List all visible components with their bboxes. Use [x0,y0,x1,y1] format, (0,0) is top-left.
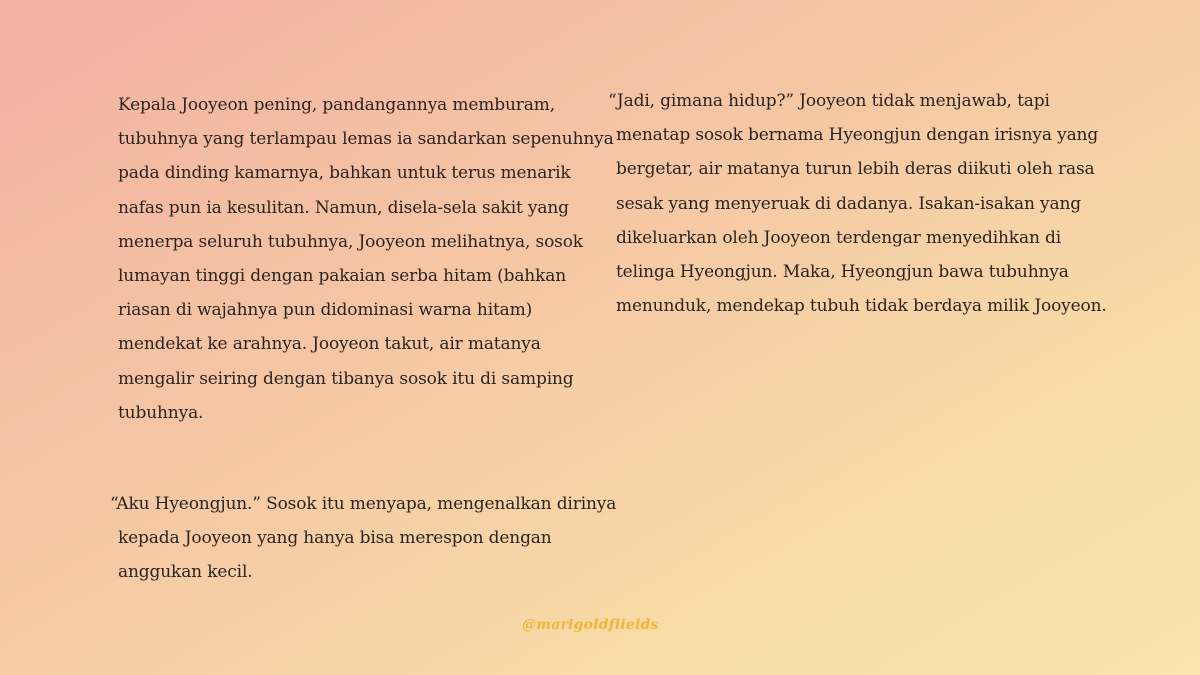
text-line: “Aku Hyeongjun.” Sosok itu menyapa, mengenalkan dirinya [110,494,617,514]
left-paragraph-1 [118,88,614,430]
text-line: menunduk, mendekap tubuh tidak berdaya milik Jooyeon. [616,296,1107,317]
text-line: menatap sosok bernama Hyeongjun dengan irisnya yang [616,125,1099,146]
text-line: lumayan tinggi dengan pakaian serba hitam (bahkan [118,266,567,287]
text-line: telinga Hyeongjun. Maka, Hyeongjun bawa tubuhnya [616,262,1069,283]
text-line: Kepala Jooyeon pening, pandangannya memburam, [118,95,555,115]
text-line: mengalir seiring dengan tibanya sosok itu di samping [118,368,574,389]
text-line: anggukan kecil. [118,562,253,583]
text-line: mendekat ke arahnya. Jooyeon takut, air matanya [118,334,541,355]
text-line: kepada Jooyeon yang hanya bisa merespon dengan [118,528,552,549]
text-line: tubuhnya yang terlampau lemas ia sandarkan sepenuhnya [118,129,614,150]
text-line: menerpa seluruh tubuhnya, Jooyeon melihatnya, sosok [118,231,583,252]
text-line: sesak yang menyeruak di dadanya. Isakan-isakan yang [616,193,1081,214]
left-paragraph-2 [110,487,617,590]
text-line: tubuhnya. [118,402,204,423]
text-line: bergetar, air matanya turun lebih deras diikuti oleh rasa [616,159,1095,180]
right-paragraph-1 [608,84,1107,323]
text-line: “Jadi, gimana hidup?” Jooyeon tidak menjawab, tapi [608,91,1050,111]
text-line: pada dinding kamarnya, bahkan untuk terus menarik [118,163,571,184]
text-line: nafas pun ia kesulitan. Namun, disela-sela sakit yang [118,197,569,218]
text-line: riasan di wajahnya pun didominasi warna hitam) [118,300,533,321]
watermark: @marigoldfiields [522,617,659,633]
text-line: dikeluarkan oleh Jooyeon terdengar menyedihkan di [616,227,1062,248]
